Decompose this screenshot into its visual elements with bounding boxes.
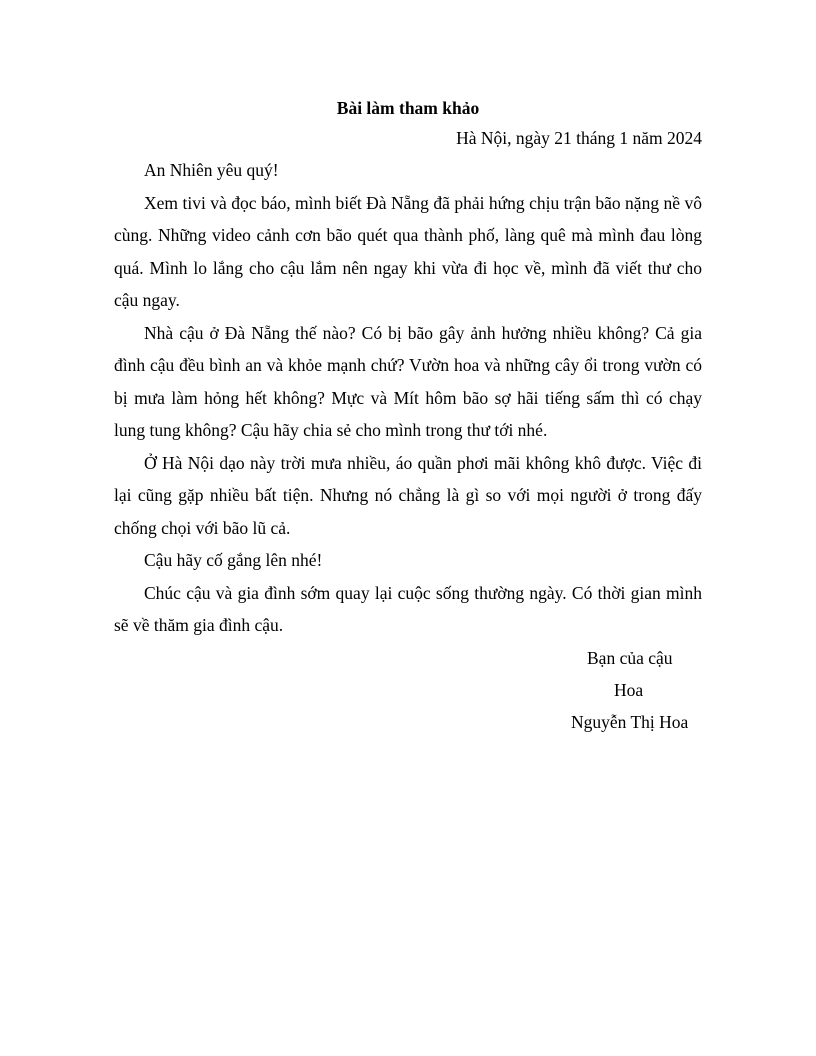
letter-signature: Hoa	[614, 679, 644, 700]
letter-greeting: An Nhiên yêu quý!	[144, 160, 279, 180]
letter-full-name: Nguyễn Thị Hoa	[571, 711, 689, 732]
letter-closing: Bạn của cậu	[587, 647, 673, 668]
signature-block	[114, 642, 702, 740]
letter-paragraph-1: Xem tivi và đọc báo, mình biết Đà Nẵng đã phải hứng chịu trận bão nặng nề vô cùng. Những video cảnh cơn bão quét qua thành phố, làng quê mà mình đau lòng quá. Mình lo lắng cho cậu lắm nên ngay khi vừa đi học về, mình đã viết thư cho cậu ngay.	[114, 192, 702, 310]
letter-body	[114, 94, 702, 740]
letter-paragraph-4: Cậu hãy cố gắng lên nhé!	[144, 550, 323, 570]
letter-paragraph-3: Ở Hà Nội dạo này trời mưa nhiều, áo quần phơi mãi không khô được. Việc đi lại cũng gặp nhiều bất tiện. Nhưng nó chẳng là gì so với mọi người ở trong đấy chống chọi với bão lũ cả.	[114, 452, 702, 538]
letter-paragraph-2: Nhà cậu ở Đà Nẵng thế nào? Có bị bão gây ảnh hưởng nhiều không? Cả gia đình cậu đều bình an và khỏe mạnh chứ? Vườn hoa và những cây ổi trong vườn có bị mưa làm hỏng hết không? Mực và Mít hôm bão sợ hãi tiếng sấm thì có chạy lung tung không? Cậu hãy chia sẻ cho mình trong thư tới nhé.	[114, 322, 702, 440]
document-title: Bài làm tham khảo	[336, 98, 480, 118]
letter-dateline: Hà Nội, ngày 21 tháng 1 năm 2024	[456, 128, 702, 148]
letter-paragraph-5: Chúc cậu và gia đình sớm quay lại cuộc sống thường ngày. Có thời gian mình sẽ về thăm gia đình cậu.	[114, 582, 702, 635]
